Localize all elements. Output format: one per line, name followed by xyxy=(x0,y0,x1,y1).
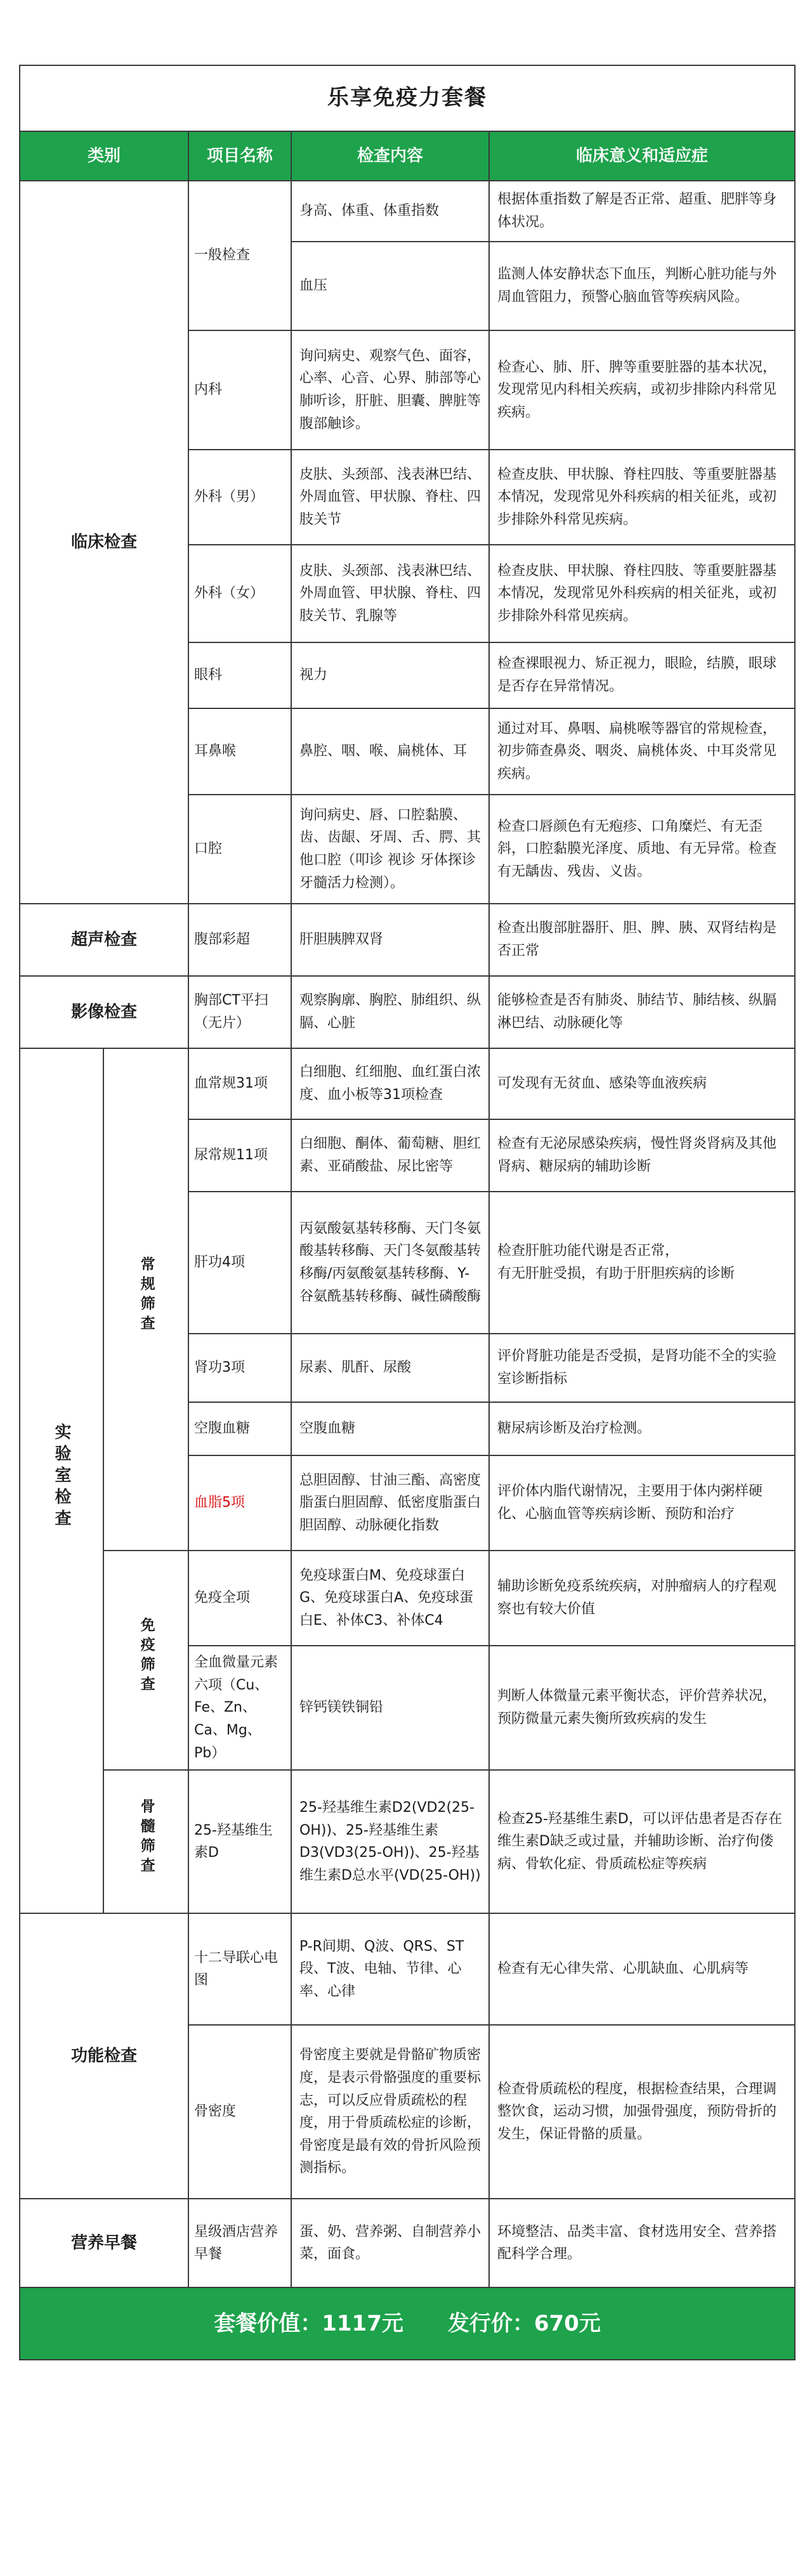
meaning-surgery-male: 检查皮肤、甲状腺、脊柱四肢、等重要脏器基本情况，发现常见外科疾病的相关征兆，或初步排除外科常见疾病。 xyxy=(489,450,795,545)
subcategory-bone: 骨髓筛查 xyxy=(138,1799,155,1877)
item-general: 一般检查 xyxy=(188,181,291,330)
content-lipid: 总胆固醇、甘油三酯、高密度脂蛋白胆固醇、低密度脂蛋白胆固醇、动脉硬化指数 xyxy=(291,1455,489,1551)
meaning-eye: 检查裸眼视力、矫正视力，眼睑，结膜，眼球是否存在异常情况。 xyxy=(489,642,795,708)
meaning-ent: 通过对耳、鼻咽、扁桃喉等器官的常规检查，初步筛查鼻炎、咽炎、扁桃体炎、中耳炎常见疾病。 xyxy=(489,708,795,795)
content-ecg: P-R间期、Q波、QRS、ST段、T波、电轴、节律、心率、心律 xyxy=(291,1913,489,2025)
meaning-bone-density: 检查骨质疏松的程度，根据检查结果，合理调整饮食，运动习惯，加强骨强度，预防骨折的发生，保证骨骼的质量。 xyxy=(489,2025,795,2199)
meaning-immune: 辅助诊断免疫系统疾病，对肿瘤病人的疗程观察也有较大价值 xyxy=(489,1551,795,1646)
content-trace: 锌钙镁铁铜铅 xyxy=(291,1646,489,1770)
meaning-kidney: 评价肾脏功能是否受损，是肾功能不全的实验室诊断指标 xyxy=(489,1334,795,1402)
content-urine: 白细胞、酮体、葡萄糖、胆红素、亚硝酸盐、尿比密等 xyxy=(291,1119,489,1192)
meaning-ct: 能够检查是否有肺炎、肺结节、肺结核、纵膈淋巴结、动脉硬化等 xyxy=(489,976,795,1048)
item-bone-density: 骨密度 xyxy=(188,2025,291,2199)
issue-price: 发行价：670元 xyxy=(447,2310,601,2336)
content-eye: 视力 xyxy=(291,642,489,708)
header-content: 检查内容 xyxy=(291,131,489,181)
header-meaning: 临床意义和适应症 xyxy=(489,131,795,181)
content-ultrasound: 肝胆胰脾双肾 xyxy=(291,904,489,976)
content-vitd: 25-羟基维生素D2(VD2(25-OH))、25-羟基维生素D3(VD3(25-OH))、25-羟基维生素D总水平(VD(25-OH)) xyxy=(291,1770,489,1913)
meaning-urine: 检查有无泌尿感染疾病，慢性肾炎肾病及其他肾病、糖尿病的辅助诊断 xyxy=(489,1119,795,1192)
item-ultrasound: 腹部彩超 xyxy=(188,904,291,976)
meaning-liver: 检查肝脏功能代谢是否正常， 有无肝脏受损，有助于肝胆疾病的诊断 xyxy=(489,1192,795,1334)
package-table xyxy=(19,65,796,2360)
item-eye: 眼科 xyxy=(188,642,291,708)
item-surgery-female: 外科（女） xyxy=(188,545,291,642)
category-ultrasound: 超声检查 xyxy=(20,904,188,976)
package-value: 套餐价值：1117元 xyxy=(214,2310,403,2336)
category-function: 功能检查 xyxy=(20,1913,188,2199)
category-clinical: 临床检查 xyxy=(20,181,188,904)
meaning-trace: 判断人体微量元素平衡状态，评价营养状况，预防微量元素失衡所致疾病的发生 xyxy=(489,1646,795,1770)
content-internal: 询问病史、观察气色、面容，心率、心音、心界、肺部等心肺听诊，肝脏、胆囊、脾脏等腹部触诊。 xyxy=(291,330,489,450)
content-breakfast: 蛋、奶、营养粥、自制营养小菜，面食。 xyxy=(291,2199,489,2287)
header-category: 类别 xyxy=(20,131,188,181)
meaning-oral: 检查口唇颜色有无疱疹、口角糜烂、有无歪斜，口腔黏膜光泽度、质地、有无异常。检查有无龋齿、残齿、义齿。 xyxy=(489,795,795,904)
content-general-bmi: 身高、体重、体重指数 xyxy=(291,181,489,242)
meaning-blood: 可发现有无贫血、感染等血液疾病 xyxy=(489,1048,795,1119)
item-blood: 血常规31项 xyxy=(188,1048,291,1119)
meaning-breakfast: 环境整洁、品类丰富、食材选用安全、营养搭配科学合理。 xyxy=(489,2199,795,2287)
meaning-general-bp: 监测人体安静状态下血压，判断心脏功能与外周血管阻力，预警心脑血管等疾病风险。 xyxy=(489,242,795,330)
price-bar xyxy=(20,2287,795,2360)
item-liver: 肝功4项 xyxy=(188,1192,291,1334)
content-blood: 白细胞、红细胞、血红蛋白浓度、血小板等31项检查 xyxy=(291,1048,489,1119)
subcategory-immune: 免疫筛查 xyxy=(138,1617,155,1696)
item-internal: 内科 xyxy=(188,330,291,450)
meaning-lipid: 评价体内脂代谢情况，主要用于体内粥样硬化、心脑血管等疾病诊断、预防和治疗 xyxy=(489,1455,795,1551)
item-glucose: 空腹血糖 xyxy=(188,1402,291,1455)
item-ct: 胸部CT平扫（无片） xyxy=(188,976,291,1048)
item-urine: 尿常规11项 xyxy=(188,1119,291,1192)
meaning-internal: 检查心、肺、肝、脾等重要脏器的基本状况，发现常见内科相关疾病，或初步排除内科常见疾病。 xyxy=(489,330,795,450)
content-surgery-male: 皮肤、头颈部、浅表淋巴结、外周血管、甲状腺、脊柱、四肢关节 xyxy=(291,450,489,545)
content-liver: 丙氨酸氨基转移酶、天门冬氨酸基转移酶、天门冬氨酸基转移酶/丙氨酸氨基转移酶、Y-谷氨酰基转移酶、碱性磷酸酶 xyxy=(291,1192,489,1334)
meaning-vitd: 检查25-羟基维生素D，可以评估患者是否存在维生素D缺乏或过量，并辅助诊断、治疗佝偻病、骨软化症、骨质疏松症等疾病 xyxy=(489,1770,795,1913)
item-oral: 口腔 xyxy=(188,795,291,904)
package-sheet xyxy=(19,65,794,2360)
content-ent: 鼻腔、咽、喉、扁桃体、耳 xyxy=(291,708,489,795)
subcategory-routine: 常规筛查 xyxy=(138,1256,155,1335)
meaning-ecg: 检查有无心律失常、心肌缺血、心肌病等 xyxy=(489,1913,795,2025)
category-imaging: 影像检查 xyxy=(20,976,188,1048)
header-item: 项目名称 xyxy=(188,131,291,181)
category-breakfast: 营养早餐 xyxy=(20,2199,188,2287)
item-surgery-male: 外科（男） xyxy=(188,450,291,545)
item-kidney: 肾功3项 xyxy=(188,1334,291,1402)
content-ct: 观察胸廓、胸腔、肺组织、纵膈、心脏 xyxy=(291,976,489,1048)
item-vitd: 25-羟基维生素D xyxy=(188,1770,291,1913)
item-lipid: 血脂5项 xyxy=(188,1455,291,1551)
item-ent: 耳鼻喉 xyxy=(188,708,291,795)
content-immune: 免疫球蛋白M、免疫球蛋白G、免疫球蛋白A、免疫球蛋白E、补体C3、补体C4 xyxy=(291,1551,489,1646)
content-bone-density: 骨密度主要就是骨骼矿物质密度，是表示骨骼强度的重要标志，可以反应骨质疏松的程度，用于骨质疏松症的诊断，骨密度是最有效的骨折风险预测指标。 xyxy=(291,2025,489,2199)
meaning-glucose: 糖尿病诊断及治疗检测。 xyxy=(489,1402,795,1455)
item-ecg: 十二导联心电图 xyxy=(188,1913,291,2025)
item-breakfast: 星级酒店营养早餐 xyxy=(188,2199,291,2287)
meaning-general-bmi: 根据体重指数了解是否正常、超重、肥胖等身体状况。 xyxy=(489,181,795,242)
content-kidney: 尿素、肌酐、尿酸 xyxy=(291,1334,489,1402)
package-title: 乐享免疫力套餐 xyxy=(20,65,795,131)
meaning-ultrasound: 检查出腹部脏器肝、胆、脾、胰、双肾结构是否正常 xyxy=(489,904,795,976)
item-trace: 全血微量元素六项（Cu、Fe、Zn、Ca、Mg、Pb） xyxy=(188,1646,291,1770)
content-glucose: 空腹血糖 xyxy=(291,1402,489,1455)
content-oral: 询问病史、唇、口腔黏膜、齿、齿龈、牙周、舌、腭、其他口腔（叩诊 视诊 牙体探诊 牙髓活力检测）。 xyxy=(291,795,489,904)
category-lab: 实验室检查 xyxy=(52,1422,72,1531)
content-general-bp: 血压 xyxy=(291,242,489,330)
meaning-surgery-female: 检查皮肤、甲状腺、脊柱四肢、等重要脏器基本情况，发现常见外科疾病的相关征兆，或初步排除外科常见疾病。 xyxy=(489,545,795,642)
content-surgery-female: 皮肤、头颈部、浅表淋巴结、外周血管、甲状腺、脊柱、四肢关节、乳腺等 xyxy=(291,545,489,642)
item-immune: 免疫全项 xyxy=(188,1551,291,1646)
